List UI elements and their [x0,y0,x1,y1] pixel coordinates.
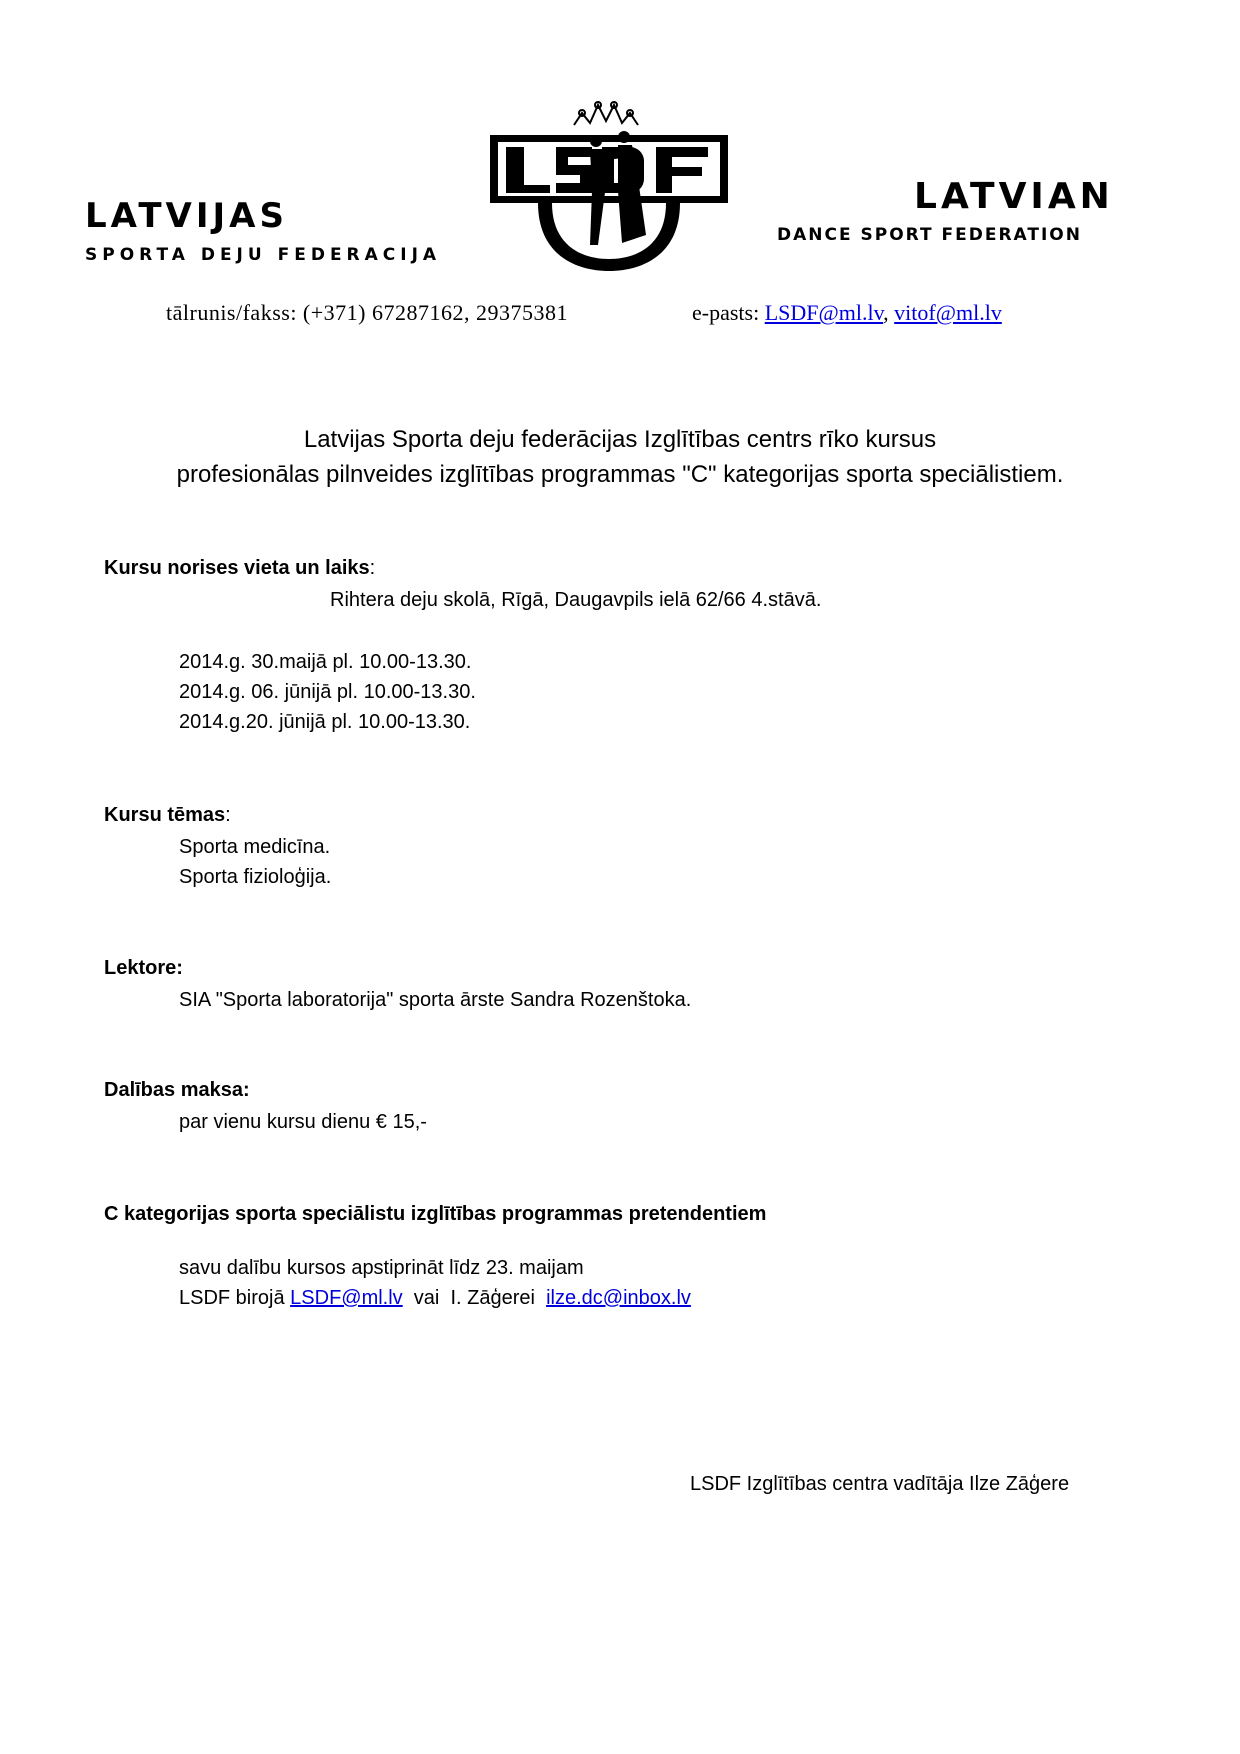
signature-line: LSDF Izglītības centra vadītāja Ilze Zāģere [690,1473,1070,1495]
topics-heading [104,804,231,827]
date-line-1: 2014.g. 30.maijā pl. 10.00-13.30. [179,651,472,673]
applicants-prefix: LSDF birojā [179,1287,291,1309]
applicants-line-2 [179,1287,691,1310]
contact-phone: tālrunis/fakss: (+371) 67287162, 29375381 [166,300,568,325]
letterhead-lv-subtitle: SPORTA DEJU FEDERACIJA [85,245,442,265]
email-link-lsdf[interactable]: LSDF@ml.lv [764,300,884,325]
email-link-vitof[interactable]: vitof@ml.lv [894,300,1002,325]
applicants-email-lsdf[interactable]: LSDF@ml.lv [290,1287,403,1309]
lecturer-text: SIA "Sporta laboratorija" sporta ārste Sandra Rozenštoka. [179,989,692,1011]
applicants-mid: vai I. Zāģerei [402,1287,547,1309]
fee-heading: Dalības maksa: [104,1079,250,1101]
location-place: Rihtera deju skolā, Rīgā, Daugavpils ielā 62/66 4.stāvā. [330,589,822,611]
applicants-line-1: savu dalību kursos apstiprināt līdz 23. maijam [179,1257,584,1279]
letterhead-en-subtitle: DANCE SPORT FEDERATION [777,225,1082,245]
topics-heading-colon: : [225,804,231,826]
contact-email [692,300,1002,326]
applicants-email-ilze[interactable]: ilze.dc@inbox.lv [546,1287,691,1309]
location-heading-colon: : [369,557,376,579]
topic-item-1: Sporta medicīna. [179,836,331,858]
location-heading [104,557,375,580]
date-line-3: 2014.g.20. jūnijā pl. 10.00-13.30. [179,711,471,733]
intro-line-2: profesionālas pilnveides izglītības programmas "C" kategorijas sporta speciālistiem. [176,461,1064,488]
topic-item-2: Sporta fizioloģija. [179,866,332,888]
email-label: e-pasts: [692,300,760,325]
letterhead-en-title: LATVIAN [914,176,1114,217]
lecturer-heading: Lektore: [104,957,183,979]
date-line-2: 2014.g. 06. jūnijā pl. 10.00-13.30. [179,681,476,703]
intro-line-1: Latvijas Sporta deju federācijas Izglītības centrs rīko kursus [303,426,937,453]
topics-heading-text: Kursu tēmas [104,804,226,826]
location-heading-text: Kursu norises vieta un laiks [104,557,370,579]
fee-text: par vienu kursu dienu € 15,- [179,1111,427,1133]
applicants-heading: C kategorijas sporta speciālistu izglītības programmas pretendentiem [104,1203,767,1225]
email-separator: , [883,300,889,325]
letterhead-lv-title: LATVIJAS [85,196,288,236]
lsdf-logo [486,95,732,273]
